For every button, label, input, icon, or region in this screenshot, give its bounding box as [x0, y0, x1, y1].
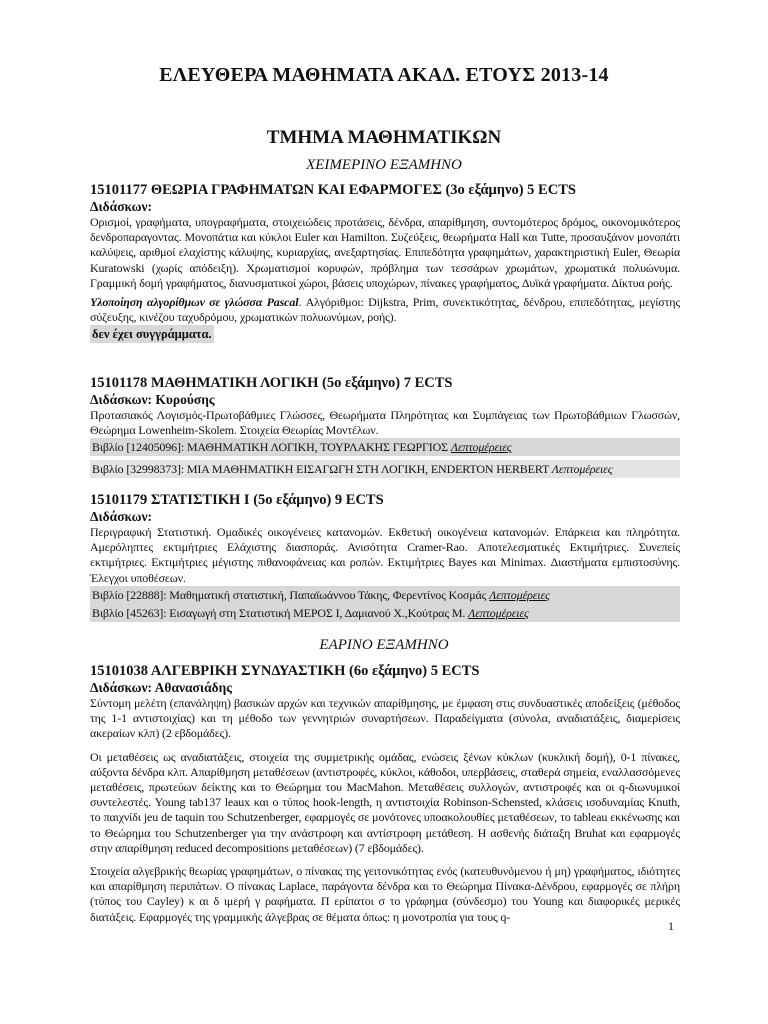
course-heading: 15101177 ΘΕΩΡΙΑ ΓΡΑΦΗΜΑΤΩΝ ΚΑΙ ΕΦΑΡΜΟΓΕΣ (3ο εξάμηνο) 5 ECTS: [90, 182, 576, 198]
page-number: 1: [668, 919, 674, 933]
course-teacher: Διδάσκων:: [90, 199, 153, 214]
textbook-details-link[interactable]: Λεπτομέρειες: [468, 605, 529, 620]
course-algebraic-combinatorics: [90, 663, 680, 925]
department-title: ΤΜΗΜΑ ΜΑΘΗΜΑΤΙΚΩΝ: [266, 127, 502, 148]
implementation-label: Υλοποίηση αλγορίθμων σε γλώσσα Pascal: [90, 295, 299, 310]
course-teacher: Διδάσκων: Κυρούσης: [90, 392, 215, 407]
textbook-entry: [90, 604, 680, 622]
textbook-entry: [90, 586, 680, 604]
course-heading: 15101179 ΣΤΑΤΙΣΤΙΚΗ Ι (5ο εξάμηνο) 9 ECTS: [90, 492, 384, 508]
course-heading: 15101178 ΜΑΘΗΜΑΤΙΚΗ ΛΟΓΙΚΗ (5ο εξάμηνο) 7 ECTS: [90, 375, 453, 391]
course-heading: 15101038 ΑΛΓΕΒΡΙΚΗ ΣΥΝΔΥΑΣΤΙΚΗ (6ο εξάμηνο) 5 ECTS: [90, 663, 480, 679]
textbook-entry: [90, 438, 680, 456]
textbook-title: Βιβλίο [12405096]: ΜΑΘΗΜΑΤΙΚΗ ΛΟΓΙΚΗ, ΤΟΥΡΛΑΚΗΣ ΓΕΩΡΓΙΟΣ: [92, 440, 448, 455]
textbook-title: Βιβλίο [32998373]: ΜΙΑ ΜΑΘΗΜΑΤΙΚΗ ΕΙΣΑΓΩΓΗ ΣΤΗ ΛΟΓΙΚΗ, ENDERTON HERBERT: [92, 462, 549, 477]
course-paragraph: Σύντομη μελέτη (επανάληψη) βασικών αρχών και τεχνικών απαρίθμησης, με έμφαση στις συνδυαστικές αποδείξεις (μέθοδος της 1-1 αντιστοιχίας) και τη μέθοδο των γεννητριών συναρτήσεων. Παραδείγματα (σύνολα, αναδιατάξεις, διαμερίσεις ακεραίων κλπ) (2 εβδομάδες).: [90, 696, 680, 741]
course-paragraph: Οι μεταθέσεις ως αναδιατάξεις, στοιχεία της συμμετρικής ομάδας, ενώσεις ξένων κύκλων (κυκλική δομή), 0-1 πίνακες, αύξοντα δένδρα κλπ. Απαρίθμηση μεταθέσεων (αντιστροφές, κύκλοι, κάθοδοι, υπερβάσεις, σταθερά σημεία, εναλλασσόμενες μεταθέσεις, πρωτεύων δείκτης και το Θεώρημα του MacMahon. Μεταθέσεις συλλογών, αντιστροφές και οι q-διωνυμικοί συντελεστές. Young tab137 leaux και ο τύπος hook-length, η αντιστοιχία Robinson-Schensted, κλάσεις ισοδυναμίας Knuth, το παιχνίδι jeu de taquin του Schutzenberger, εφαρμογές σε μονότονες υποακολουθίες μεταθέσεων, το tableau εκκένωσης και το Θεώρημα του Schutzenberger για την ανάστροφη και αντίστροφη μετάθεση. Η ασθενής διάταξη Bruhat και εφαρμογές στην απαρίθμηση reduced decompositions μεταθέσεων) (7 εβδομάδες).: [90, 749, 680, 855]
course-description: Ορισμοί, γραφήματα, υπογραφήματα, στοιχειώδεις προτάσεις, δένδρα, απαρίθμηση, συντομότερος δρόμος, οικονομικότερος δενδροπαραγοντας. Μονοπάτια και κύκλοι Euler και Hamilton. Συζεύξεις, θεωρήματα Hall και Tutte, προσαυξάνον μονοπάτι καλύψεις, αριθμοί ελαχίστης κάλυψης, κυριαρχίας, ανεξαρτησίας. Επιπεδότητα γραφημάτων, χαρακτηριστική Euler, Θεωρία Kuratowski (χωρίς απόδειξη). Χρωματισμοί κορυφών, πρόβλημα των τεσσάρων χρωμάτων, χρωματικά πολυώνυμα. Γραμμική δομή γραφήματος, διανυσματικοί χώροι, βάσεις υποχώρων, πίνακες γραφήματος, Δυϊκά γραφήματα. Δίκτυα ροής.: [90, 215, 680, 290]
winter-semester-heading: ΧΕΙΜΕΡΙΝΟ ΕΞΑΜΗΝΟ: [306, 157, 462, 173]
textbook-title: Βιβλίο [22888]: Μαθηματική στατιστική, Παπαϊωάννου Τάκης, Φερεντίνος Κοσμάς: [92, 587, 487, 602]
implementation-text: . Αλγόριθμοι: Dijkstra, Prim, συνεκτικότητας, δένδρου, επιπεδότητας, μεγίστης σύζευξης, κινέζου ταχυδρόμου, χρωματικών πολυωνύμων, ροής).: [90, 295, 680, 325]
textbook-entry: [90, 460, 680, 478]
course-description: Περιγραφική Στατιστική. Ομαδικές οικογένειες κατανομών. Εκθετική οικογένεια κατανομών. Επάρκεια και πληρότητα. Αμερόληπτες εκτιμήτριες Ελάχιστης διασποράς. Ανισότητα Cramer-Rao. Αποτελεσματικές Εκτιμήτριες. Συνεπείς εκτιμήτριες. Εκτιμήτριες μέγιστης πιθανοφάνειας και ροπών. Εκτιμήτριες Bayes και Minimax. Διαστήματα εμπιστοσύνης. Έλεγχοι υποθέσεων.: [90, 525, 680, 585]
course-graph-theory: [90, 182, 680, 343]
course-teacher: Διδάσκων: Αθανασιάδης: [90, 680, 232, 695]
course-mathematical-logic: [90, 375, 680, 478]
textbook-title: Βιβλίο [45263]: Εισαγωγή στη Στατιστική ΜΕΡΟΣ Ι, Δαμιανού Χ.,Κούτρας Μ.: [92, 605, 466, 620]
textbook-details-link[interactable]: Λεπτομέρειες: [489, 587, 550, 602]
course-statistics-1: [90, 492, 680, 622]
no-textbooks-note: δεν έχει συγγράμματα.: [92, 327, 212, 342]
implementation-paragraph: [90, 295, 680, 325]
course-description: Προτασιακός Λογισμός-Πρωτοβάθμιες Γλώσσες, Θεωρήματα Πληρότητας και Συμπάγειας των Πρωτοβάθμιων Γλωσσών, Θεώρημα Lowenheim-Skolem. Στοιχεία Θεωρίας Μοντέλων.: [90, 408, 680, 438]
textbook-details-link[interactable]: Λεπτομέρειες: [551, 462, 613, 477]
spring-semester-heading: ΕΑΡΙΝΟ ΕΞΑΜΗΝΟ: [319, 637, 449, 653]
page-title: ΕΛΕΥΘΕΡΑ ΜΑΘΗΜΑΤΑ ΑΚΑΔ. ΕΤΟΥΣ 2013-14: [159, 64, 609, 86]
course-teacher: Διδάσκων:: [90, 509, 153, 524]
course-paragraph: Στοιχεία αλγεβρικής θεωρίας γραφημάτων, ο πίνακας της γειτονικότητας ενός (κατευθυνόμενου ή μη) γραφήματος, ιδιότητες και απαρίθμηση περιπάτων. Ο πίνακας Laplace, παράγοντα δένδρα και το Θεώρημα Πίνακα-Δένδρου, εφαρμογές σε πλήρη (τύπος του Cayley) κ αι δ ιμερή γ ραφήματα. Π ερίπατοι σ το γράφημα (σύνδεσμο) του Young και διαφορικές μερικές διατάξεις. Εφαρμογές της γραμμικής άλγεβρας σε θέματα όπως: η μονοτροπία για τους q-: [90, 864, 680, 924]
textbook-details-link[interactable]: Λεπτομέρειες: [450, 440, 512, 455]
